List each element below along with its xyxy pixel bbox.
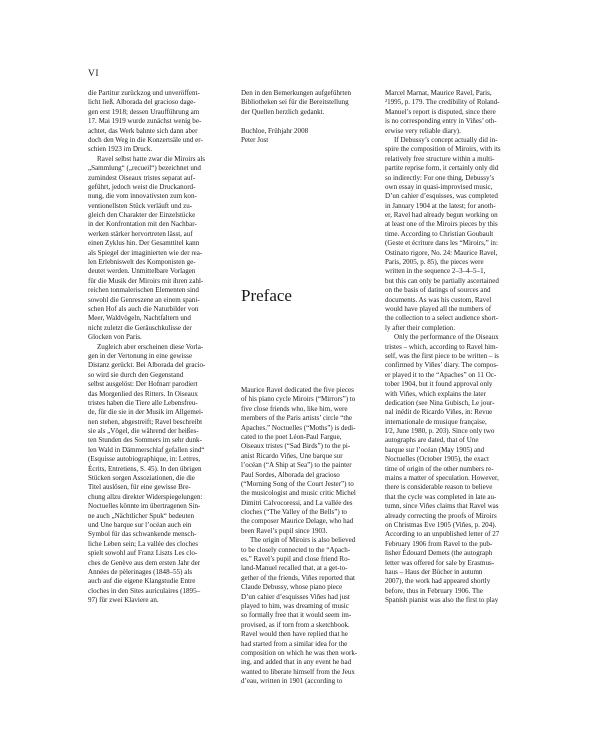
text-line: of his piano cycle Miroirs (“Mirrors”) to xyxy=(241,395,356,404)
text-line: Zugleich aber erscheinen diese Vorla- xyxy=(97,342,204,351)
text-line: confirmed by Viñes’ diary. The compos- xyxy=(385,361,499,370)
text-line: partite reprise form, it certainly only did xyxy=(385,164,499,173)
text-line: liche Leben sein; La vallée des cloches xyxy=(88,539,198,548)
text-line: len Erlebniswelt des Komponisten ge- xyxy=(88,258,196,267)
text-line: haus – Haus der Bücher in autumn xyxy=(385,567,483,576)
text-line: mains a matter of speculation. However, xyxy=(385,474,499,483)
text-line: Manuel’s report is disputed, since there xyxy=(385,107,496,116)
text-line: but this can only be partially ascertained xyxy=(385,276,499,285)
text-line: Stücken sorgen Assoziationen, die die xyxy=(88,474,195,483)
text-line: played to him, was dreaming of music xyxy=(241,601,349,610)
text-line: l’océan (“A Ship at Sea”) to the painter xyxy=(241,461,352,470)
text-line: there is considerable reason to believe xyxy=(385,483,493,492)
text-line: sowohl die Genreszene an einem spani- xyxy=(88,295,200,304)
text-line: Maurice Ravel dedicated the five pieces xyxy=(241,386,354,394)
preface-text-column-2 xyxy=(385,89,517,605)
text-line: The origin of Miroirs is also believed xyxy=(250,536,356,545)
text-line: Claude Debussy, whose piano piece xyxy=(241,583,343,592)
text-line: auch auf die eigene Klangstudie Entre xyxy=(88,577,196,586)
text-line: reichen tonmalerischen Elementen sind xyxy=(88,286,199,295)
text-line: schen Hof als auch die Naturbilder von xyxy=(88,304,199,313)
text-line: is no corresponding entry in Viñes’ oth- xyxy=(385,117,497,126)
text-line: Écrits, Entretiens, S. 45). In den übrigen xyxy=(88,464,202,473)
text-line: According to an unpublished letter of 27 xyxy=(385,530,500,539)
text-line: doch den Weg in die Konzertsäle und er- xyxy=(88,135,203,144)
text-line: cloches in den Sites auriculaires (1895– xyxy=(88,586,201,595)
text-line: D’un cahier d’esquisses, was completed xyxy=(385,192,498,201)
text-line: einen Zyklus hin. Der Gesamttitel kann xyxy=(88,239,200,248)
text-line: so wird sie durch den Gegenstand xyxy=(88,370,184,379)
text-line: das Morgenlied des Ritters. In Oiseaux xyxy=(88,389,198,398)
text-line: internationale de musique française, xyxy=(385,417,487,426)
text-line: land-Manuel recalled that, at a get-to- xyxy=(241,564,348,573)
text-line: deutet werden. Unmittelbare Vorlagen xyxy=(88,267,196,276)
text-line: Buchloe, Frühjahr 2008 xyxy=(241,126,309,135)
text-line: Dimitri Calvocoressi, and La vallée des xyxy=(241,498,353,507)
text-line: 2007), the work had appeared shortly xyxy=(385,577,491,586)
text-line: sie als „Vögel, die während der heißes- xyxy=(88,427,199,436)
text-line: Marcel Marnat, Maurice Ravel, Paris, xyxy=(385,89,492,97)
text-line: would have played all the numbers of xyxy=(385,304,492,313)
text-line: the musicologist and music critic Michel xyxy=(241,489,356,498)
text-line: already correcting the proofs of Miroirs xyxy=(385,511,497,520)
text-line: Apaches.” Noctuelles (“Moths”) is dedi- xyxy=(241,423,356,432)
text-line: Titel auslösen, für eine gewisse Bre- xyxy=(88,483,191,492)
text-line: achtet, das Werk bahnte sich dann aber xyxy=(88,126,198,135)
text-line: d’eau, written in 1901 (according to xyxy=(241,677,343,686)
text-line: ly after their completion. xyxy=(385,323,456,332)
text-line: Noctuelles könnte im übertragenen Sin- xyxy=(88,502,201,511)
text-line: on the basis of datings of sources and xyxy=(385,286,491,295)
text-line: nung, die vom innovativsten zum kon- xyxy=(88,192,197,201)
text-line: time of origin of the other numbers re- xyxy=(385,464,494,473)
text-line: Bibliotheken sei für die Bereitstellung xyxy=(241,98,349,107)
text-line: (“Morning Song of the Court Jester”) to xyxy=(241,479,354,488)
text-line: five close friends who, like him, were xyxy=(241,404,348,413)
text-line: spielt sowohl auf Franz Liszts Les clo- xyxy=(88,549,198,558)
text-line: Glocken von Paris. xyxy=(88,333,142,342)
text-line: 17. Mai 1919 wurde zunächst wenig be- xyxy=(88,117,202,126)
text-line: licht ließ. Alborada del gracioso dage- xyxy=(88,98,196,107)
text-line: the composer Maurice Delage, who had xyxy=(241,517,354,526)
text-line: dedication (see Nina Gubisch, Le jour- xyxy=(385,398,495,407)
text-line: Paul Sordes, Alborada del gracioso xyxy=(241,470,340,479)
text-line: ches de Genève aus dem ersten Jahr der xyxy=(88,558,201,567)
text-line: gleich den Charakter der Einzelstücke xyxy=(88,211,196,220)
text-line: been Ravel’s pupil since 1903. xyxy=(241,526,328,535)
text-line: February 1906 from Ravel to the pub- xyxy=(385,539,493,548)
text-line: und Une barque sur l’océan auch ein xyxy=(88,520,192,529)
text-line: Spanish pianist was also the first to play xyxy=(385,596,499,605)
text-line: members of the Paris artists’ circle “the xyxy=(241,414,353,423)
text-line: die Partitur zurückzog und unveröffent- xyxy=(88,89,200,97)
text-line: Distanz gerückt. Bei Alborada del gracio- xyxy=(88,361,206,370)
text-line: tober 1904, but it found approval only xyxy=(385,380,493,389)
text-line: (Esquisse autobiographique, in: Lettres, xyxy=(88,455,201,464)
text-line: zumindest Oiseaux tristes separat auf- xyxy=(88,173,196,182)
text-line: in der Konfrontation mit den Nachbar- xyxy=(88,220,197,229)
text-line: len Wald in Dämmerschlaf gefallen sind“ xyxy=(88,445,205,454)
text-line: Peter Jost xyxy=(241,135,269,144)
text-line: de, für die sie in der Musik im Allgemei- xyxy=(88,408,204,417)
text-line: Années de pèlerinages (1848–55) als xyxy=(88,567,193,576)
preface-heading: Preface xyxy=(241,286,292,305)
text-line: on Christmas Eve 1905 (Viñes, p. 204). xyxy=(385,520,497,529)
preface-text-column-1 xyxy=(241,386,379,687)
text-line: had started from a similar idea for the xyxy=(241,639,348,648)
text-line: documents. As was his custom, Ravel xyxy=(385,295,492,304)
text-line: D’un cahier d’esquisses Viñes had just xyxy=(241,592,350,601)
text-line: Noctuelles (October 1905), the exact xyxy=(385,455,489,464)
text-line: to be closely connected to the “Apach- xyxy=(241,545,351,554)
text-line: tristes – which, according to Ravel him- xyxy=(385,342,498,351)
text-line: Meer, Waldvögeln, Nachtfaltern und xyxy=(88,314,191,323)
text-line: Ostinato rigore, No. 24: Maurice Ravel, xyxy=(385,248,498,257)
text-line: I/2, June 1980, p. 203). Since only two xyxy=(385,427,495,436)
text-line: als Spiegel der imaginierten wie der rea- xyxy=(88,248,203,257)
text-line: so indirectly: For one thing, Debussy’s xyxy=(385,173,495,182)
text-line: self, was the first piece to be written – is xyxy=(385,351,499,360)
text-line: es.” Ravel’s pupil and close friend Ro- xyxy=(241,555,351,564)
text-line: tumn, since Viñes claims that Ravel was xyxy=(385,502,499,511)
text-line: nicht zuletzt die Geräuschkulisse der xyxy=(88,323,192,332)
text-line: at least one of the Miroirs pieces by this xyxy=(385,220,498,229)
text-line: the collection to a select audience short- xyxy=(385,314,499,323)
text-line: ing, and added that in any event he had xyxy=(241,658,352,667)
text-line: that the cycle was completed in late au- xyxy=(385,492,497,501)
text-line: selbst ausgelöst: Der Hofnarr parodiert xyxy=(88,380,198,389)
text-line: provised, as if torn from a sketchbook. xyxy=(241,620,350,629)
text-line: Oiseaux tristes (“Sad Birds”) to the pi- xyxy=(241,442,351,451)
text-line: schien 1923 im Druck. xyxy=(88,145,153,154)
text-line: „Sammlung“ („recueil“) bezeichnet und xyxy=(88,164,201,173)
page-number: VI xyxy=(88,69,100,79)
text-line: If Debussy’s concept actually did in- xyxy=(394,135,498,144)
text-line: before, thus in February 1906. The xyxy=(385,586,483,595)
text-line: Paris, 2005, p. 85), the pieces were xyxy=(385,258,484,267)
text-line xyxy=(241,117,379,126)
text-line: letter was offered for sale by Erasmus- xyxy=(385,558,495,567)
german-closing-column xyxy=(241,89,379,145)
text-line: chung allzu direkter Widerspiegelungen: xyxy=(88,492,203,501)
text-line: 97) für zwei Klaviere an. xyxy=(88,596,159,605)
text-line: werken stärker hervortreten lässt, auf xyxy=(88,229,193,238)
text-line: (Geste et écriture dans les “Miroirs,” in: xyxy=(385,239,498,248)
text-line: erwise very reliable diary). xyxy=(385,126,461,135)
text-line: so formally free that it would seem im- xyxy=(241,611,352,620)
text-line: Symbol für das schwankende mensch- xyxy=(88,530,197,539)
text-line: wanted to liberate himself from the Jeux xyxy=(241,667,355,676)
text-line: ten Stunden des Sommers im sehr dunk- xyxy=(88,436,202,445)
text-line: Ravel would then have replied that he xyxy=(241,630,348,639)
text-line: cloches (“The Valley of the Bells”) to xyxy=(241,508,347,517)
text-line: nal inédit de Ricardo Viñes, in: Revue xyxy=(385,408,493,417)
text-line: er played it to the “Apaches” on 11 Oc- xyxy=(385,370,497,379)
text-line: gen erst 1918; dessen Uraufführung am xyxy=(88,107,200,116)
text-line: composition on which he was then work- xyxy=(241,648,358,657)
text-line: tristes haben die Tiere alle Lebensfreu- xyxy=(88,398,198,407)
text-line: nen stehen, abgestreift; Ravel beschreibt xyxy=(88,417,203,426)
text-line: written in the sequence 2–3–4–5–1, xyxy=(385,267,486,276)
text-line: own essay in quasi-improvised music, xyxy=(385,182,493,191)
text-line: spire the composition of Miroirs, with its xyxy=(385,145,501,154)
text-line: ²1995, p. 179. The credibility of Roland- xyxy=(385,98,500,107)
text-line: cated to the poet Léon-Paul Fargue, xyxy=(241,432,342,441)
text-line: anist Ricardo Viñes, Une barque sur xyxy=(241,451,343,460)
german-text-column xyxy=(88,89,236,605)
text-line: relatively free structure within a multi- xyxy=(385,154,495,163)
text-line: für die Musik der Miroirs mit ihren zahl- xyxy=(88,276,204,285)
text-line: ventionellsten Stück verläuft und zu- xyxy=(88,201,193,210)
text-line: Only the performance of the Oiseaux xyxy=(394,333,499,342)
text-line: gether of the friends, Viñes reported that xyxy=(241,573,355,582)
text-line: geführt, jedoch weist die Druckanord- xyxy=(88,182,196,191)
text-line: Den in den Bemerkungen aufgeführten xyxy=(241,89,351,97)
text-line: lisher Édouard Demets (the autograph xyxy=(385,549,493,558)
text-line: ne auch „Nächtlicher Spuk“ bedeuten xyxy=(88,511,195,520)
text-line: time. According to Christian Goubault xyxy=(385,229,494,238)
text-line: Ravel selbst hatte zwar die Miroirs als xyxy=(97,154,206,163)
text-line: der Quellen herzlich gedankt. xyxy=(241,107,325,116)
text-line: gen in der Vertonung in eine gewisse xyxy=(88,351,192,360)
text-line: er, Ravel had already begun working on xyxy=(385,211,498,220)
text-line: barque sur l’océan (May 1905) and xyxy=(385,445,485,454)
text-line: autographs are dated, that of Une xyxy=(385,436,479,445)
text-line: in January 1904 at the latest; for anoth- xyxy=(385,201,496,210)
text-line: with Viñes, which explains the later xyxy=(385,389,486,398)
